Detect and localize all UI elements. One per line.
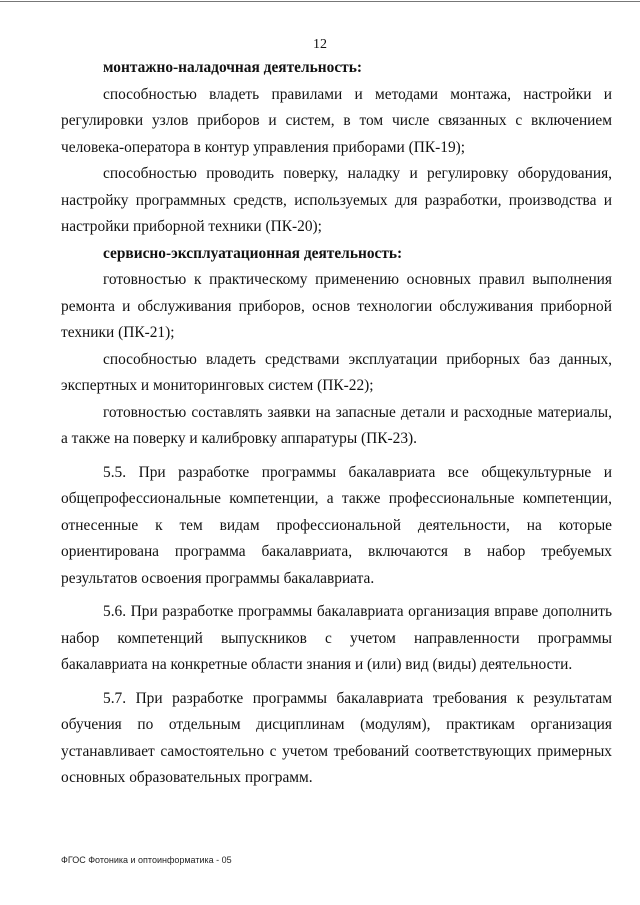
paragraph-pk23: готовностью составлять заявки на запасные детали и расходные материалы, а также на поверку и калибровку аппаратуры (ПК-23). [61, 403, 612, 447]
paragraph-pk21: готовностью к практическому применению основных правил выполнения ремонта и обслуживания приборов, основ технологии обслуживания приборной техники (ПК-21); [61, 271, 612, 341]
section-heading-installation: монтажно-наладочная деятельность: [103, 59, 362, 76]
paragraph-pk22: способностью владеть средствами эксплуатации приборных баз данных, экспертных и мониторинговых систем (ПК-22); [61, 350, 612, 394]
paragraph-pk19: способностью владеть правилами и методами монтажа, настройки и регулировки узлов приборов и систем, в том числе связанных с включением человека-оператора в контур управления приборами (ПК-19); [61, 85, 612, 156]
paragraph-5-6: 5.6. При разработке программы бакалавриата организация вправе дополнить набор компетенций выпускников с учетом направленности программы бакалавриата на конкретные области знания и (или) вид (виды) деятельности. [61, 603, 612, 673]
document-body [61, 55, 612, 792]
page-number: 12 [313, 37, 327, 52]
paragraph-pk20: способностью проводить поверку, наладку и регулировку оборудования, настройку программных средств, используемых для разработки, производства и настройки приборной техники (ПК-20); [61, 165, 612, 235]
top-scan-edge [0, 1, 640, 2]
paragraph-5-5: 5.5. При разработке программы бакалавриата все общекультурные и общепрофессиональные компетенции, а также профессиональные компетенции, отнесенные к тем видам профессиональной деятельности, на которые ориентирована программа бакалавриата, включаются в набор требуемых результатов освоения программы бакалавриата. [61, 463, 612, 587]
paragraph-5-7: 5.7. При разработке программы бакалавриата требования к результатам обучения по отдельным дисциплинам (модулям), практикам организация устанавливает самостоятельно с учетом требований соответствующих примерных основных образовательных программ. [61, 689, 612, 786]
section-heading-service: сервисно-эксплуатационная деятельность: [103, 244, 403, 262]
page-footer: ФГОС Фотоника и оптоинформатика - 05 [61, 855, 232, 865]
